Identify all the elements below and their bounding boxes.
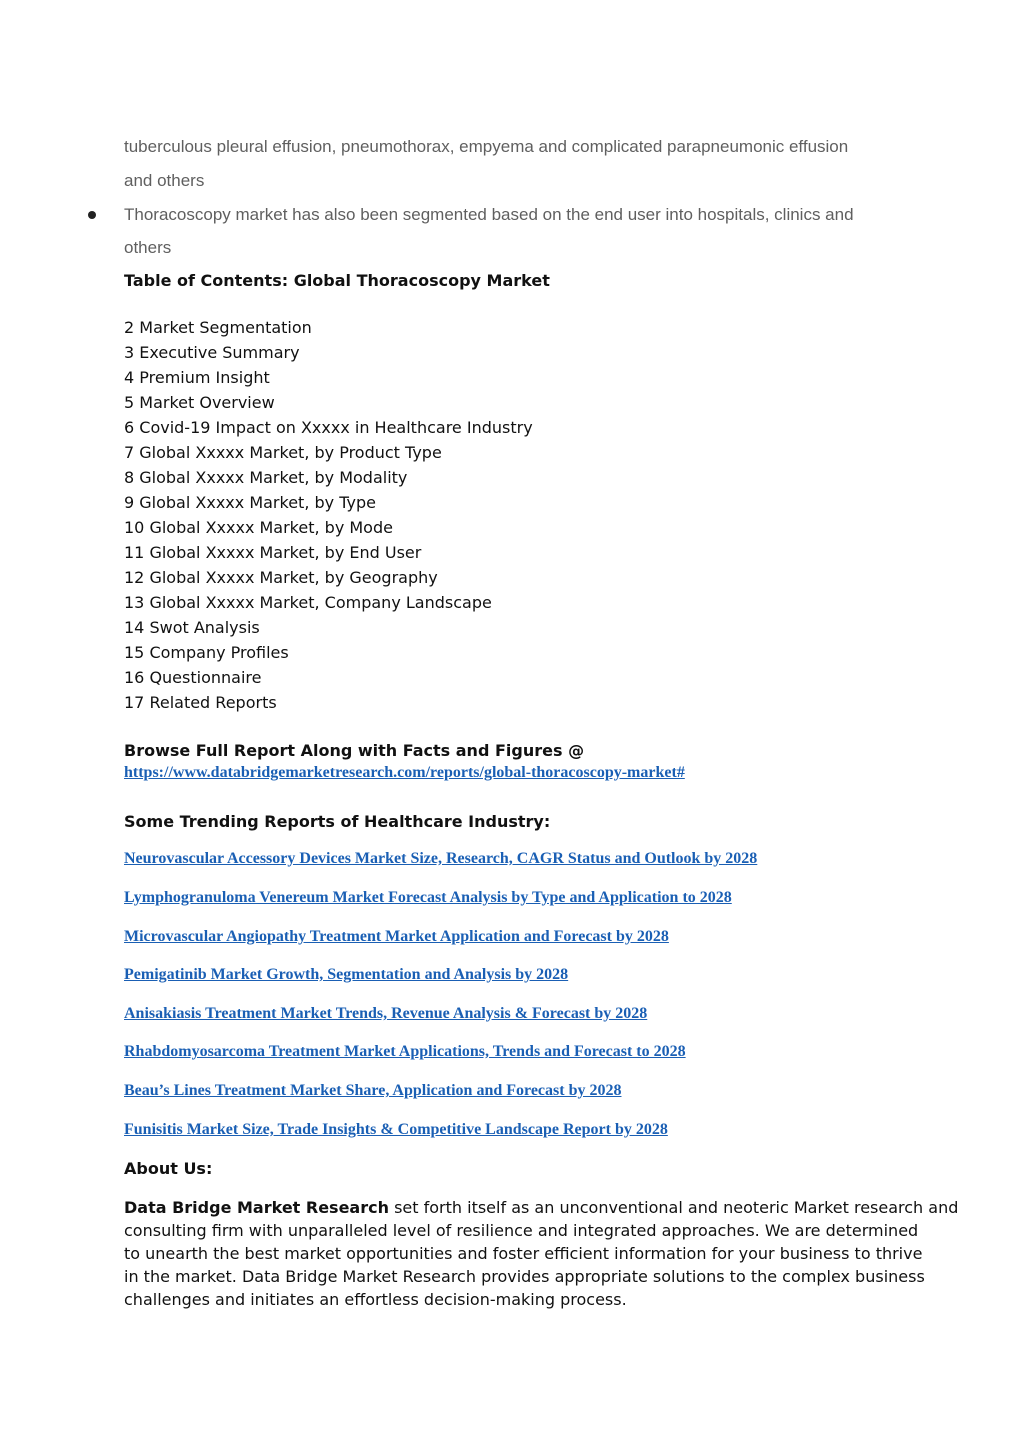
trending-report-link[interactable]: Lymphogranuloma Venereum Market Forecast Analysis by Type and Application to 2028 xyxy=(124,889,732,906)
trending-report-link[interactable]: Beau’s Lines Treatment Market Share, Application and Forecast by 2028 xyxy=(124,1082,622,1099)
toc-item: 17 Related Reports xyxy=(124,693,277,712)
about-heading: About Us: xyxy=(124,1159,213,1178)
browse-label: Browse Full Report Along with Facts and Figures @ xyxy=(124,741,585,760)
toc-item: 9 Global Xxxxx Market, by Type xyxy=(124,493,376,512)
toc-item: 4 Premium Insight xyxy=(124,368,270,387)
about-line: to unearth the best market opportunities and foster efficient information for your business to thrive xyxy=(124,1244,923,1263)
bullet-line-1: Thoracoscopy market has also been segmented based on the end user into hospitals, clinics and xyxy=(124,205,854,224)
about-line: consulting firm with unparalleled level of resilience and integrated approaches. We are determined xyxy=(124,1221,919,1240)
toc-heading: Table of Contents: Global Thoracoscopy Market xyxy=(124,271,550,290)
bullet-dot-icon xyxy=(88,211,96,219)
toc-item: 7 Global Xxxxx Market, by Product Type xyxy=(124,443,442,462)
trending-report-link[interactable]: Microvascular Angiopathy Treatment Market Application and Forecast by 2028 xyxy=(124,928,669,945)
company-name: Data Bridge Market Research xyxy=(124,1198,389,1217)
intro-line-1: tuberculous pleural effusion, pneumothorax, empyema and complicated parapneumonic effusion xyxy=(124,137,849,156)
trending-heading: Some Trending Reports of Healthcare Industry: xyxy=(124,812,551,831)
toc-item: 16 Questionnaire xyxy=(124,668,262,687)
toc-item: 8 Global Xxxxx Market, by Modality xyxy=(124,468,408,487)
trending-report-link[interactable]: Rhabdomyosarcoma Treatment Market Applications, Trends and Forecast to 2028 xyxy=(124,1043,686,1060)
about-line xyxy=(124,1198,958,1217)
toc-item: 15 Company Profiles xyxy=(124,643,289,662)
about-line: challenges and initiates an effortless decision-making process. xyxy=(124,1290,627,1309)
toc-item: 5 Market Overview xyxy=(124,393,275,412)
toc-item: 10 Global Xxxxx Market, by Mode xyxy=(124,518,393,537)
intro-line-2: and others xyxy=(124,171,205,190)
report-url-link[interactable]: https://www.databridgemarketresearch.com/reports/global-thoracoscopy-market# xyxy=(124,764,685,781)
about-line-text: set forth itself as an unconventional and neoteric Market research and xyxy=(389,1198,959,1217)
toc-item: 3 Executive Summary xyxy=(124,343,300,362)
toc-item: 6 Covid-19 Impact on Xxxxx in Healthcare Industry xyxy=(124,418,533,437)
trending-report-link[interactable]: Neurovascular Accessory Devices Market Size, Research, CAGR Status and Outlook by 2028 xyxy=(124,850,758,867)
toc-item: 14 Swot Analysis xyxy=(124,618,260,637)
trending-report-link[interactable]: Pemigatinib Market Growth, Segmentation and Analysis by 2028 xyxy=(124,966,569,983)
toc-item: 12 Global Xxxxx Market, by Geography xyxy=(124,568,438,587)
trending-report-link[interactable]: Anisakiasis Treatment Market Trends, Revenue Analysis & Forecast by 2028 xyxy=(124,1005,648,1022)
trending-report-link[interactable]: Funisitis Market Size, Trade Insights & Competitive Landscape Report by 2028 xyxy=(124,1121,668,1138)
toc-item: 11 Global Xxxxx Market, by End User xyxy=(124,543,422,562)
toc-item: 2 Market Segmentation xyxy=(124,318,312,337)
bullet-line-2: others xyxy=(124,238,172,257)
about-line: in the market. Data Bridge Market Research provides appropriate solutions to the complex business xyxy=(124,1267,925,1286)
toc-item: 13 Global Xxxxx Market, Company Landscape xyxy=(124,593,492,612)
